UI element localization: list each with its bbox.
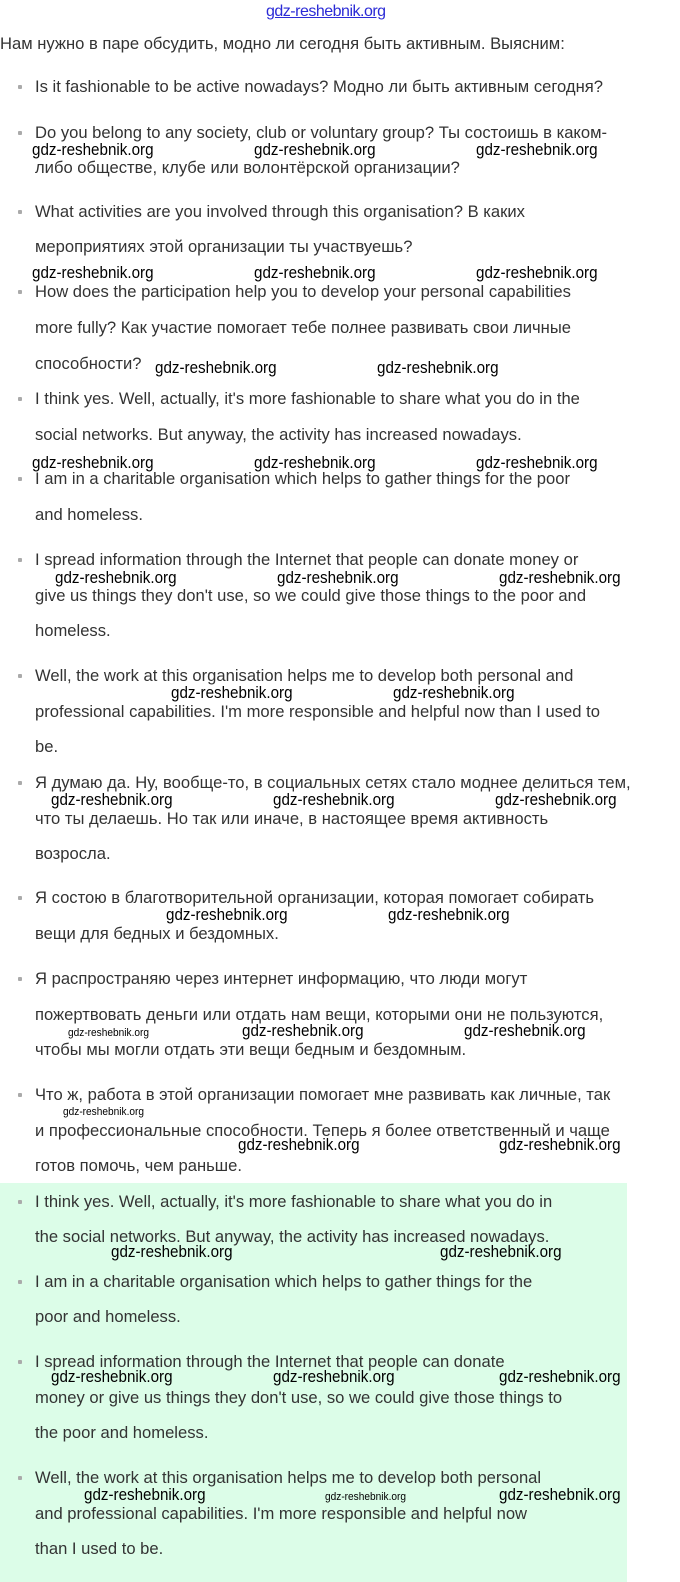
list-item-line: and professional capabilities. I'm more responsible and helpful now bbox=[35, 1504, 528, 1523]
list-item-line: I am in a charitable organisation which helps to gather things for the poor bbox=[35, 469, 571, 488]
list-item-line: Я состою в благотворительной организации, которая помогает собирать bbox=[35, 888, 594, 907]
bullet-icon bbox=[18, 131, 22, 135]
watermark-text: gdz-reshebnik.org bbox=[254, 454, 376, 472]
bullet-icon bbox=[18, 1093, 22, 1097]
watermark-text: gdz-reshebnik.org bbox=[51, 791, 173, 809]
watermark-text: gdz-reshebnik.org bbox=[440, 1243, 562, 1261]
watermark-text: gdz-reshebnik.org bbox=[254, 264, 376, 282]
list-item-line: готов помочь, чем раньше. bbox=[35, 1156, 242, 1175]
bullet-icon bbox=[18, 781, 22, 785]
list-item-line: I spread information through the Internet that people can donate money or bbox=[35, 550, 579, 569]
watermark-text: gdz-reshebnik.org bbox=[388, 906, 510, 924]
list-item-line: give us things they don't use, so we could give those things to the poor and bbox=[35, 586, 587, 605]
bullet-icon bbox=[18, 674, 22, 678]
watermark-text: gdz-reshebnik.org bbox=[499, 1136, 621, 1154]
watermark-text: gdz-reshebnik.org bbox=[277, 569, 399, 587]
list-item-line: Is it fashionable to be active nowadays? Модно ли быть активным сегодня? bbox=[35, 77, 603, 96]
watermark-text: gdz-reshebnik.org bbox=[84, 1486, 206, 1504]
list-item-line: Do you belong to any society, club or voluntary group? Ты состоишь в каком- bbox=[35, 123, 608, 142]
bullet-icon bbox=[18, 558, 22, 562]
list-item-line: Я думаю да. Ну, вообще-то, в социальных сетях стало моднее делиться тем, bbox=[35, 773, 631, 792]
list-item-line: Well, the work at this organisation helps me to develop both personal bbox=[35, 1468, 542, 1487]
watermark-text: gdz-reshebnik.org bbox=[464, 1022, 586, 1040]
list-item-line: social networks. But anyway, the activity has increased nowadays. bbox=[35, 425, 522, 444]
bullet-icon bbox=[18, 397, 22, 401]
watermark-text: gdz-reshebnik.org bbox=[242, 1022, 364, 1040]
watermark-text: gdz-reshebnik.org bbox=[238, 1136, 360, 1154]
watermark-text: gdz-reshebnik.org bbox=[476, 454, 598, 472]
bullet-icon bbox=[18, 1200, 22, 1204]
list-item-line: пожертвовать деньги или отдать нам вещи, которыми они не пользуются, bbox=[35, 1005, 604, 1024]
list-item-line: возросла. bbox=[35, 844, 111, 863]
watermark-text: gdz-reshebnik.org bbox=[476, 141, 598, 159]
watermark-text: gdz-reshebnik.org bbox=[111, 1243, 233, 1261]
watermark-text: gdz-reshebnik.org bbox=[51, 1368, 173, 1386]
watermark-text: gdz-reshebnik.org bbox=[63, 1106, 145, 1118]
list-item-line: the poor and homeless. bbox=[35, 1423, 209, 1442]
list-item-line: способности? bbox=[35, 354, 142, 373]
list-item-line: money or give us things they don't use, so we could give those things to bbox=[35, 1388, 563, 1407]
list-item-line: poor and homeless. bbox=[35, 1307, 181, 1326]
watermark-text: gdz-reshebnik.org bbox=[166, 906, 288, 924]
list-item-line: and homeless. bbox=[35, 505, 143, 524]
intro-text: Нам нужно в паре обсудить, модно ли сегодня быть активным. Выясним: bbox=[0, 34, 565, 53]
list-item-line: Well, the work at this organisation helps me to develop both personal and bbox=[35, 666, 574, 685]
site-link[interactable]: gdz-reshebnik.org bbox=[266, 3, 386, 20]
list-item-line: How does the participation help you to develop your personal capabilities bbox=[35, 282, 571, 301]
list-item-line: homeless. bbox=[35, 621, 111, 640]
watermark-text: gdz-reshebnik.org bbox=[273, 1368, 395, 1386]
list-item-line: что ты делаешь. Но так или иначе, в настоящее время активность bbox=[35, 809, 549, 828]
watermark-text: gdz-reshebnik.org bbox=[495, 791, 617, 809]
watermark-text: gdz-reshebnik.org bbox=[499, 1486, 621, 1504]
bullet-icon bbox=[18, 85, 22, 89]
watermark-text: gdz-reshebnik.org bbox=[68, 1027, 150, 1039]
list-item-line: Я распространяю через интернет информацию, что люди могут bbox=[35, 969, 528, 988]
list-item-line: либо обществе, клубе или волонтёрской организации? bbox=[35, 158, 460, 177]
bullet-icon bbox=[18, 210, 22, 214]
list-item-line: I spread information through the Internet that people can donate bbox=[35, 1352, 505, 1371]
watermark-text: gdz-reshebnik.org bbox=[171, 684, 293, 702]
list-item-line: professional capabilities. I'm more responsible and helpful now than I used to bbox=[35, 702, 600, 721]
bullet-icon bbox=[18, 290, 22, 294]
list-item-line: more fully? Как участие помогает тебе полнее развивать свои личные bbox=[35, 318, 571, 337]
bullet-icon bbox=[18, 1280, 22, 1284]
watermark-text: gdz-reshebnik.org bbox=[32, 454, 154, 472]
list-item-line: I am in a charitable organisation which helps to gather things for the bbox=[35, 1272, 533, 1291]
list-item-line: чтобы мы могли отдать эти вещи бедным и бездомным. bbox=[35, 1040, 467, 1059]
list-item-line: What activities are you involved through this organisation? В каких bbox=[35, 202, 525, 221]
watermark-text: gdz-reshebnik.org bbox=[393, 684, 515, 702]
watermark-text: gdz-reshebnik.org bbox=[32, 264, 154, 282]
list-item-line: и профессиональные способности. Теперь я более ответственный и чаще bbox=[35, 1121, 610, 1140]
list-item-line: than I used to be. bbox=[35, 1539, 164, 1558]
watermark-text: gdz-reshebnik.org bbox=[499, 569, 621, 587]
watermark-text: gdz-reshebnik.org bbox=[55, 569, 177, 587]
watermark-text: gdz-reshebnik.org bbox=[273, 791, 395, 809]
list-item-line: be. bbox=[35, 737, 59, 756]
bullet-icon bbox=[18, 1360, 22, 1364]
watermark-text: gdz-reshebnik.org bbox=[476, 264, 598, 282]
bullet-icon bbox=[18, 477, 22, 481]
watermark-text: gdz-reshebnik.org bbox=[155, 359, 277, 377]
watermark-text: gdz-reshebnik.org bbox=[325, 1491, 407, 1503]
watermark-text: gdz-reshebnik.org bbox=[499, 1368, 621, 1386]
list-item-line: I think yes. Well, actually, it's more fashionable to share what you do in bbox=[35, 1192, 553, 1211]
watermark-text: gdz-reshebnik.org bbox=[32, 141, 154, 159]
watermark-text: gdz-reshebnik.org bbox=[377, 359, 499, 377]
bullet-icon bbox=[18, 977, 22, 981]
watermark-text: gdz-reshebnik.org bbox=[254, 141, 376, 159]
bullet-icon bbox=[18, 1476, 22, 1480]
list-item-line: Что ж, работа в этой организации помогает мне развивать как личные, так bbox=[35, 1085, 611, 1104]
bullet-icon bbox=[18, 896, 22, 900]
list-item-line: the social networks. But anyway, the activity has increased nowadays. bbox=[35, 1227, 550, 1246]
list-item-line: вещи для бедных и бездомных. bbox=[35, 924, 279, 943]
list-item-line: I think yes. Well, actually, it's more fashionable to share what you do in the bbox=[35, 389, 580, 408]
list-item-line: мероприятиях этой организации ты участвуешь? bbox=[35, 237, 413, 256]
